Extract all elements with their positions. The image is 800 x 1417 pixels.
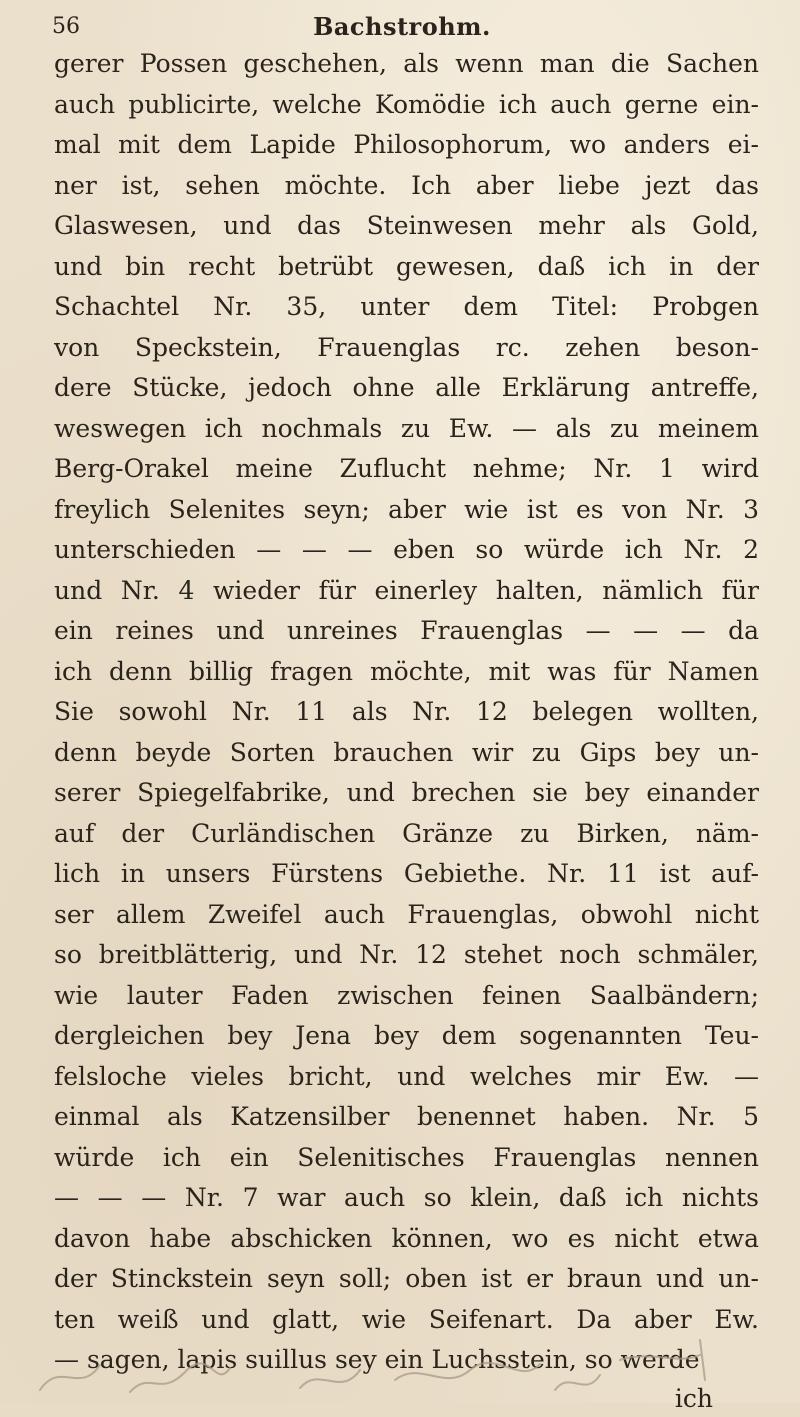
text-line: mal mit dem Lapide Philosophorum, wo anders ei- [54,130,759,159]
text-line: Schachtel Nr. 35, unter dem Titel: Probgen [54,292,759,321]
text-line: ner ist, sehen möchte. Ich aber liebe jezt das [54,170,759,200]
text-line: dere Stücke, jedoch ohne alle Erklärung antreffe, [54,373,759,402]
body-text [54,44,759,1417]
text-line: gerer Possen geschehen, als wenn man die Sachen [54,49,759,78]
text-line: unterschieden — — — eben so würde ich Nr. 2 [54,535,759,564]
text-line: Glaswesen, und das Steinwesen mehr als Gold, [54,211,759,240]
text-line: auf der Curländischen Gränze zu Birken, näm- [54,818,759,848]
text-line: freylich Selenites seyn; aber wie ist es von Nr. 3 [54,494,759,524]
text-line: denn beyde Sorten brauchen wir zu Gips bey un- [54,737,759,767]
text-line: ser allem Zweifel auch Frauenglas, obwohl nicht [54,899,759,929]
pencil-scrawl-marks [0,1320,800,1403]
text-line: — — — Nr. 7 war auch so klein, daß ich nichts [54,1183,759,1212]
text-line: und bin recht betrübt gewesen, daß ich in der [54,251,759,281]
text-line: wie lauter Faden zwischen feinen Saalbändern; [54,980,759,1010]
text-line: lich in unsers Fürstens Gebiethe. Nr. 11 ist auf- [54,859,759,888]
text-line: ten weiß und glatt, wie Seifenart. Da aber Ew. [54,1304,759,1334]
text-line: dergleichen bey Jena bey dem sogenannten Teu- [54,1021,759,1050]
text-line: einmal als Katzensilber benennet haben. Nr. 5 [54,1102,759,1131]
page-number: 56 [52,14,80,39]
text-line: serer Spiegelfabrike, und brechen sie bey einander [54,778,759,807]
text-line: — sagen, lapis suillus sey ein Luchsstein, so werde [54,1345,700,1374]
catchword: ich [674,1383,713,1413]
text-line: Sie sowohl Nr. 11 als Nr. 12 belegen wollten, [54,697,759,726]
running-head [52,6,752,46]
text-line: der Stinckstein seyn soll; oben ist er braun und un- [54,1264,759,1293]
text-line: davon habe abschicken können, wo es nicht etwa [54,1223,759,1253]
text-line: Berg-Orakel meine Zuflucht nehme; Nr. 1 wird [54,454,759,483]
text-line: felsloche vieles bricht, und welches mir Ew. — [54,1061,759,1091]
text-line: weswegen ich nochmals zu Ew. — als zu meinem [54,413,759,443]
text-line: von Speckstein, Frauenglas rc. zehen beson- [54,332,759,362]
text-line: ein reines und unreines Frauenglas — — — da [54,616,759,645]
text-line: würde ich ein Selenitisches Frauenglas nennen [54,1142,759,1172]
running-title: Bachstrohm. [313,12,491,41]
text-line: so breitblätterig, und Nr. 12 stehet noch schmäler, [54,940,759,969]
text-line: ich denn billig fragen möchte, mit was für Namen [54,656,759,686]
text-line: auch publicirte, welche Komödie ich auch gerne ein- [54,89,759,119]
text-line: und Nr. 4 wieder für einerley halten, nämlich für [54,575,759,605]
